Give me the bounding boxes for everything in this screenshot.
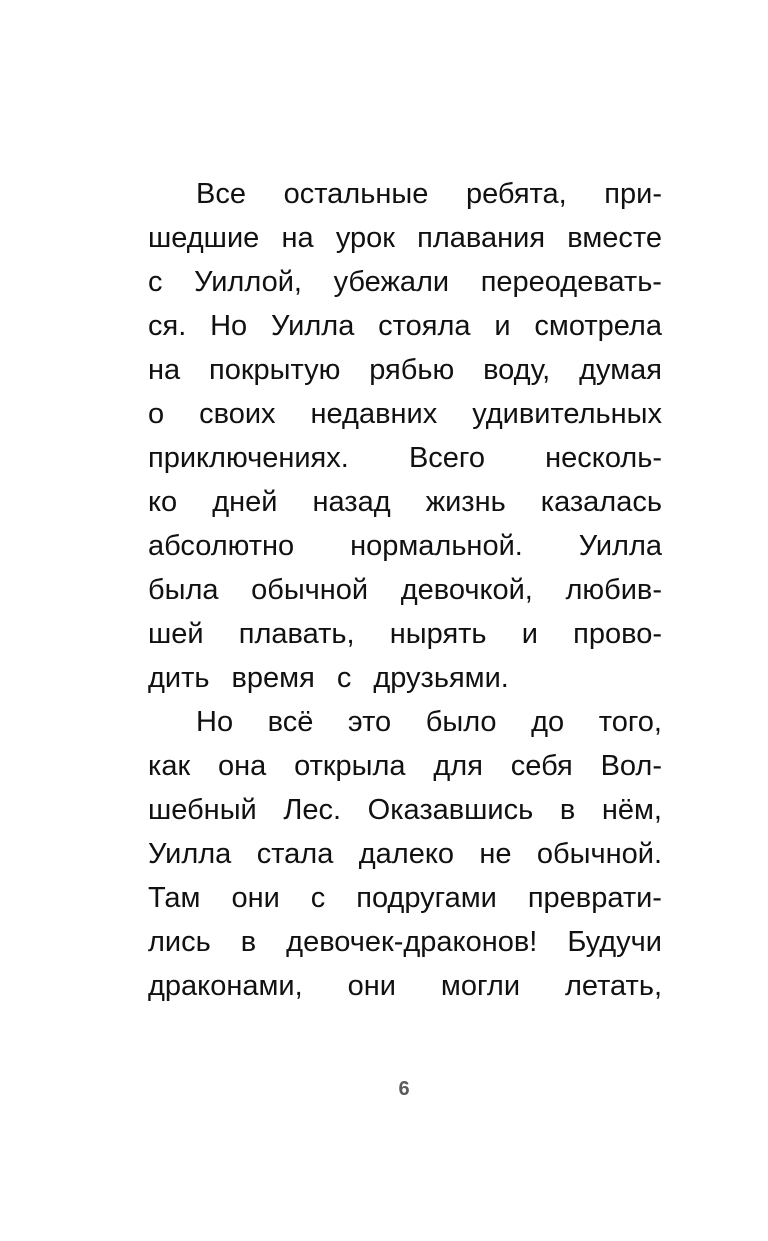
text-line [148,656,662,700]
word: того, [598,706,662,738]
word: при- [604,178,662,210]
text-line [148,392,662,436]
word: Вол- [600,750,662,782]
text-line [148,612,662,656]
word: о [148,398,165,430]
word: Будучи [567,926,662,958]
text-line [148,172,662,216]
word: и [494,310,511,342]
word: на [281,222,314,254]
text-line [148,964,662,1008]
word: стояла [378,310,471,342]
word: открыла [294,750,406,782]
word: для [433,750,483,782]
text-line [148,744,662,788]
word: драконами, [148,970,303,1002]
word: обычной [251,574,369,606]
word: на [148,354,181,386]
word: Уилла [271,310,355,342]
text-line [148,348,662,392]
text-line [148,700,662,744]
word: подругами [356,882,497,914]
word: Лес. [283,794,342,826]
word: Все [196,178,246,210]
word: летать, [565,970,662,1002]
text-line [148,920,662,964]
text-line [148,832,662,876]
word: была [148,574,219,606]
word: могли [440,970,521,1002]
page-number: 6 [398,1078,410,1100]
word: стала [256,838,334,870]
word: как [148,750,191,782]
word: ко [148,486,178,518]
word: преврати- [527,882,662,914]
word: шедшие [148,222,260,254]
word: время [231,662,315,694]
word: дить [148,662,210,694]
word: Но [196,706,234,738]
word: Оказавшись [367,794,534,826]
word: Уилла [578,530,662,562]
word: несколь- [545,442,662,474]
word: нём, [601,794,662,826]
word: убежали [333,266,450,298]
word: лись [148,926,211,958]
word: плавать, [238,618,355,650]
word: плавания [417,222,546,254]
text-line [148,480,662,524]
word: жизнь [425,486,506,518]
word: недавних [310,398,438,430]
word: ребята, [465,178,567,210]
word: удивительных [472,398,662,430]
word: она [217,750,267,782]
word: любив- [565,574,662,606]
word: Но [210,310,248,342]
word: рябью [369,354,455,386]
word: обычной. [536,838,662,870]
word: своих [199,398,276,430]
word: назад [312,486,391,518]
word: ся. [148,310,187,342]
word: думая [579,354,662,386]
word: до [531,706,565,738]
text-line [148,568,662,612]
word: урок [335,222,395,254]
word: Там [148,882,201,914]
word: приключениях. [148,442,349,474]
word: смотрела [534,310,662,342]
word: Уилла [148,838,232,870]
text-line [148,436,662,480]
text-line [148,304,662,348]
body-text [148,172,662,1008]
word: и [521,618,538,650]
text-line [148,788,662,832]
word: всё [267,706,314,738]
word: покрытую [209,354,341,386]
word: девочкой, [400,574,533,606]
word: нормальной. [350,530,523,562]
word: друзьями. [373,662,509,694]
word: это [347,706,392,738]
word: переодевать- [480,266,662,298]
text-line [148,216,662,260]
word: они [231,882,280,914]
word: Всего [408,442,485,474]
word: остальные [283,178,429,210]
text-line [148,876,662,920]
word: они [347,970,396,1002]
text-line [148,260,662,304]
word: вместе [567,222,662,254]
word: Уиллой, [194,266,302,298]
word: с [310,882,326,914]
word: казалась [540,486,662,518]
word: далеко [358,838,454,870]
word: в [559,794,576,826]
word: дней [212,486,278,518]
word: нырять [389,618,487,650]
word: с [148,266,163,298]
word: шей [148,618,204,650]
word: с [336,662,352,694]
word: воду, [483,354,551,386]
word: прово- [573,618,662,650]
word: девочек-драконов! [286,926,538,958]
text-line [148,524,662,568]
word: не [479,838,512,870]
word: в [240,926,257,958]
word: шебный [148,794,257,826]
word: абсолютно [148,530,295,562]
word: себя [510,750,573,782]
word: было [425,706,497,738]
